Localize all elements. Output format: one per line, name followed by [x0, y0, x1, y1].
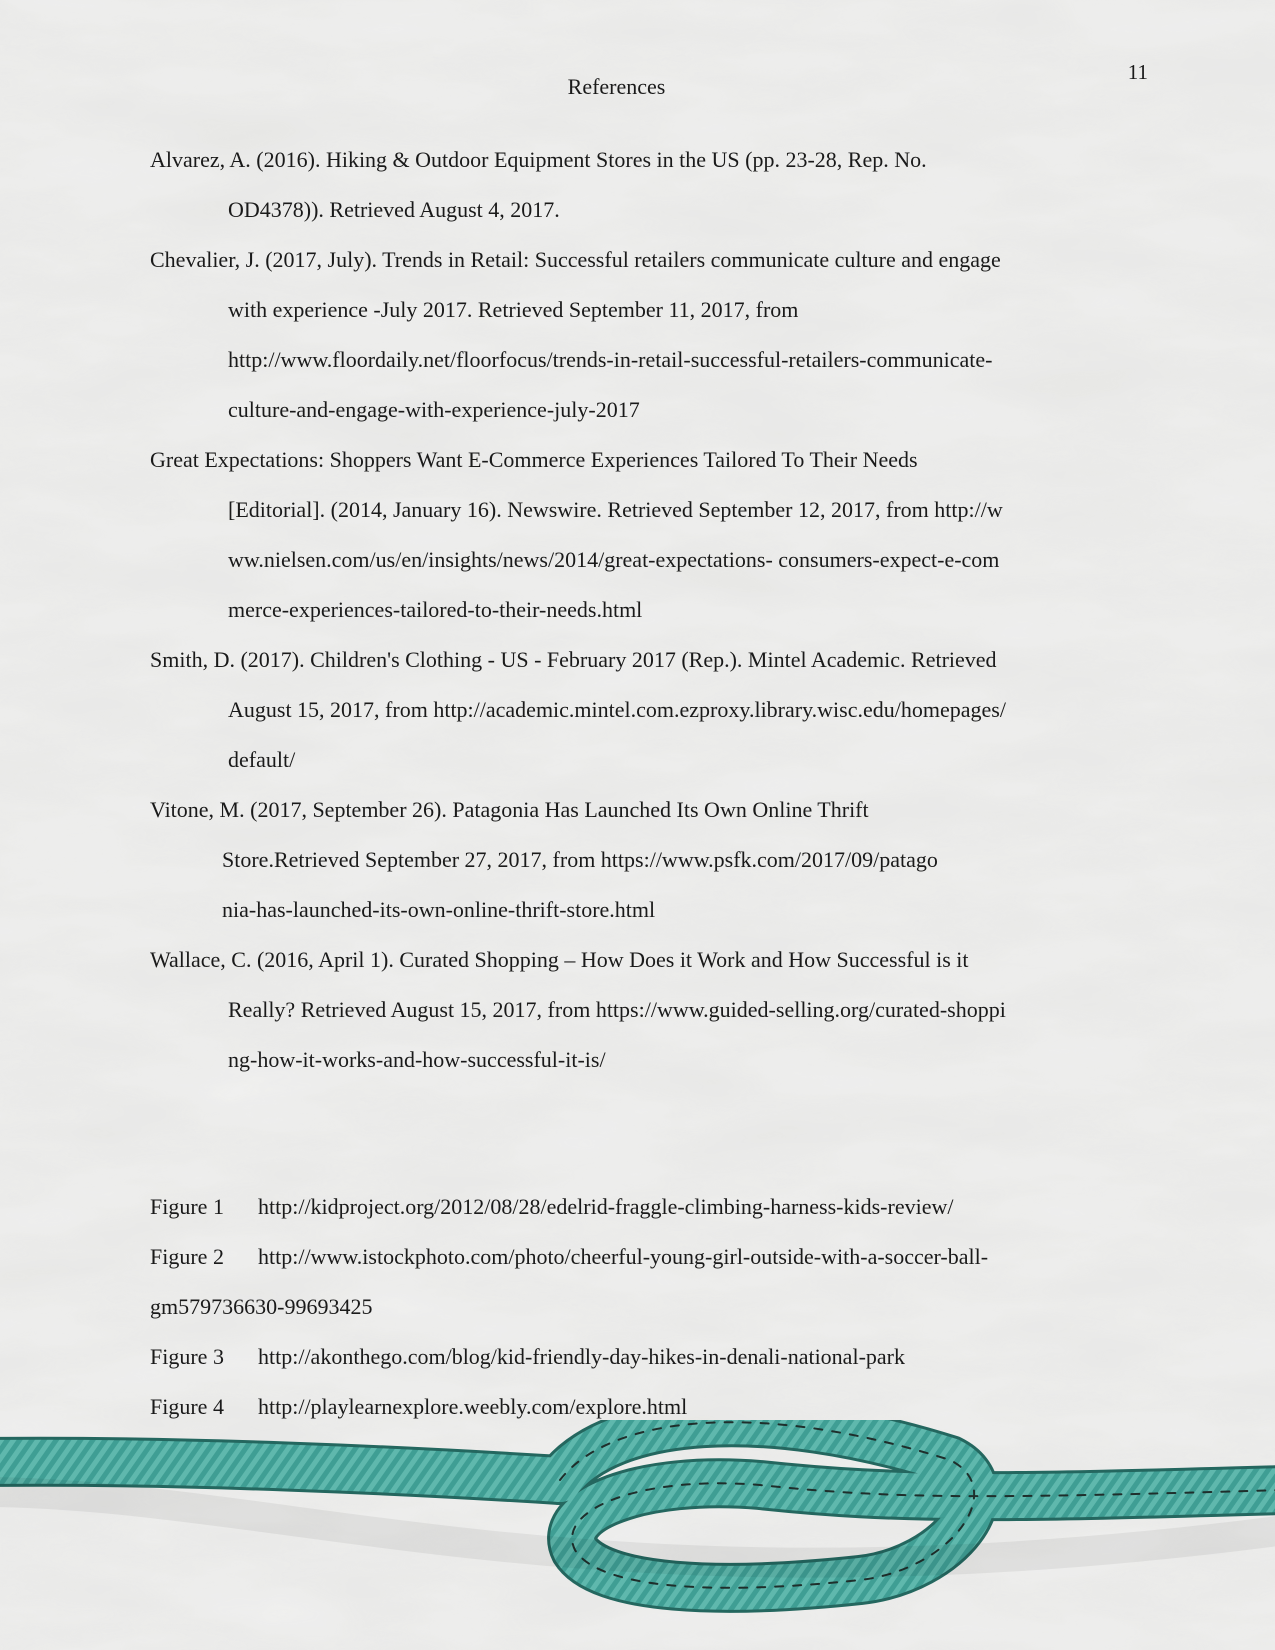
- reference-line: Wallace, C. (2016, April 1). Curated Shopping – How Does it Work and How Successful is it: [150, 947, 969, 972]
- figure-credit: [150, 1232, 1130, 1282]
- reference-list: [150, 135, 1130, 1085]
- reference-line: merce-experiences-tailored-to-their-needs.html: [228, 597, 643, 622]
- page-number: 11: [1127, 60, 1148, 84]
- reference-line: Vitone, M. (2017, September 26). Patagonia Has Launched Its Own Online Thrift: [150, 797, 869, 822]
- figure-label: Figure 3: [150, 1344, 224, 1369]
- reference-line: OD4378)). Retrieved August 4, 2017.: [228, 197, 560, 222]
- reference-line: Alvarez, A. (2016). Hiking & Outdoor Equipment Stores in the US (pp. 23-28, Rep. No.: [150, 147, 927, 172]
- figure-credit: [150, 1182, 1130, 1232]
- reference-entry: [150, 935, 1130, 1085]
- reference-line: [Editorial]. (2014, January 16). Newswire. Retrieved September 12, 2017, from http://w: [228, 497, 1003, 522]
- reference-entry: [150, 785, 1130, 935]
- reference-line: Really? Retrieved August 15, 2017, from https://www.guided-selling.org/curated-shoppi: [228, 997, 1006, 1022]
- reference-line: http://www.floordaily.net/floorfocus/trends-in-retail-successful-retailers-communicate-: [228, 347, 993, 372]
- reference-entry: [150, 435, 1130, 635]
- reference-line: Great Expectations: Shoppers Want E-Commerce Experiences Tailored To Their Needs: [150, 447, 918, 472]
- figure-credits: [150, 1182, 1130, 1432]
- figure-label: Figure 2: [150, 1244, 224, 1269]
- figure-url: http://www.istockphoto.com/photo/cheerful-young-girl-outside-with-a-soccer-ball-: [258, 1244, 989, 1269]
- figure-url: http://akonthego.com/blog/kid-friendly-day-hikes-in-denali-national-park: [258, 1344, 905, 1369]
- reference-entry: [150, 135, 1130, 235]
- reference-line: default/: [228, 747, 296, 772]
- reference-line: August 15, 2017, from http://academic.mintel.com.ezproxy.library.wisc.edu/homepages/: [228, 697, 1006, 722]
- figure-url-continuation: gm579736630-99693425: [150, 1294, 373, 1319]
- reference-line: Chevalier, J. (2017, July). Trends in Retail: Successful retailers communicate culture and engage: [150, 247, 1001, 272]
- page-title: References: [567, 74, 666, 99]
- reference-line: Smith, D. (2017). Children's Clothing - US - February 2017 (Rep.). Mintel Academic. Retrieved: [150, 647, 997, 672]
- figure-label: Figure 1: [150, 1194, 224, 1219]
- figure-label: Figure 4: [150, 1394, 224, 1419]
- reference-line: culture-and-engage-with-experience-july-2017: [228, 397, 640, 422]
- reference-line: nia-has-launched-its-own-online-thrift-store.html: [222, 897, 656, 922]
- reference-line: ww.nielsen.com/us/en/insights/news/2014/great-expectations- consumers-expect-e-com: [228, 547, 1000, 572]
- reference-line: ng-how-it-works-and-how-successful-it-is/: [228, 1047, 606, 1072]
- reference-entry: [150, 235, 1130, 435]
- reference-line: with experience -July 2017. Retrieved September 11, 2017, from: [228, 297, 799, 322]
- reference-line: Store.Retrieved September 27, 2017, from https://www.psfk.com/2017/09/patago: [222, 847, 938, 872]
- figure-url: http://playlearnexplore.weebly.com/explore.html: [258, 1394, 688, 1419]
- figure-url: http://kidproject.org/2012/08/28/edelrid-fraggle-climbing-harness-kids-review/: [258, 1194, 954, 1219]
- reference-entry: [150, 635, 1130, 785]
- rope-knot-icon: [0, 1420, 1275, 1650]
- figure-credit: [150, 1332, 1130, 1382]
